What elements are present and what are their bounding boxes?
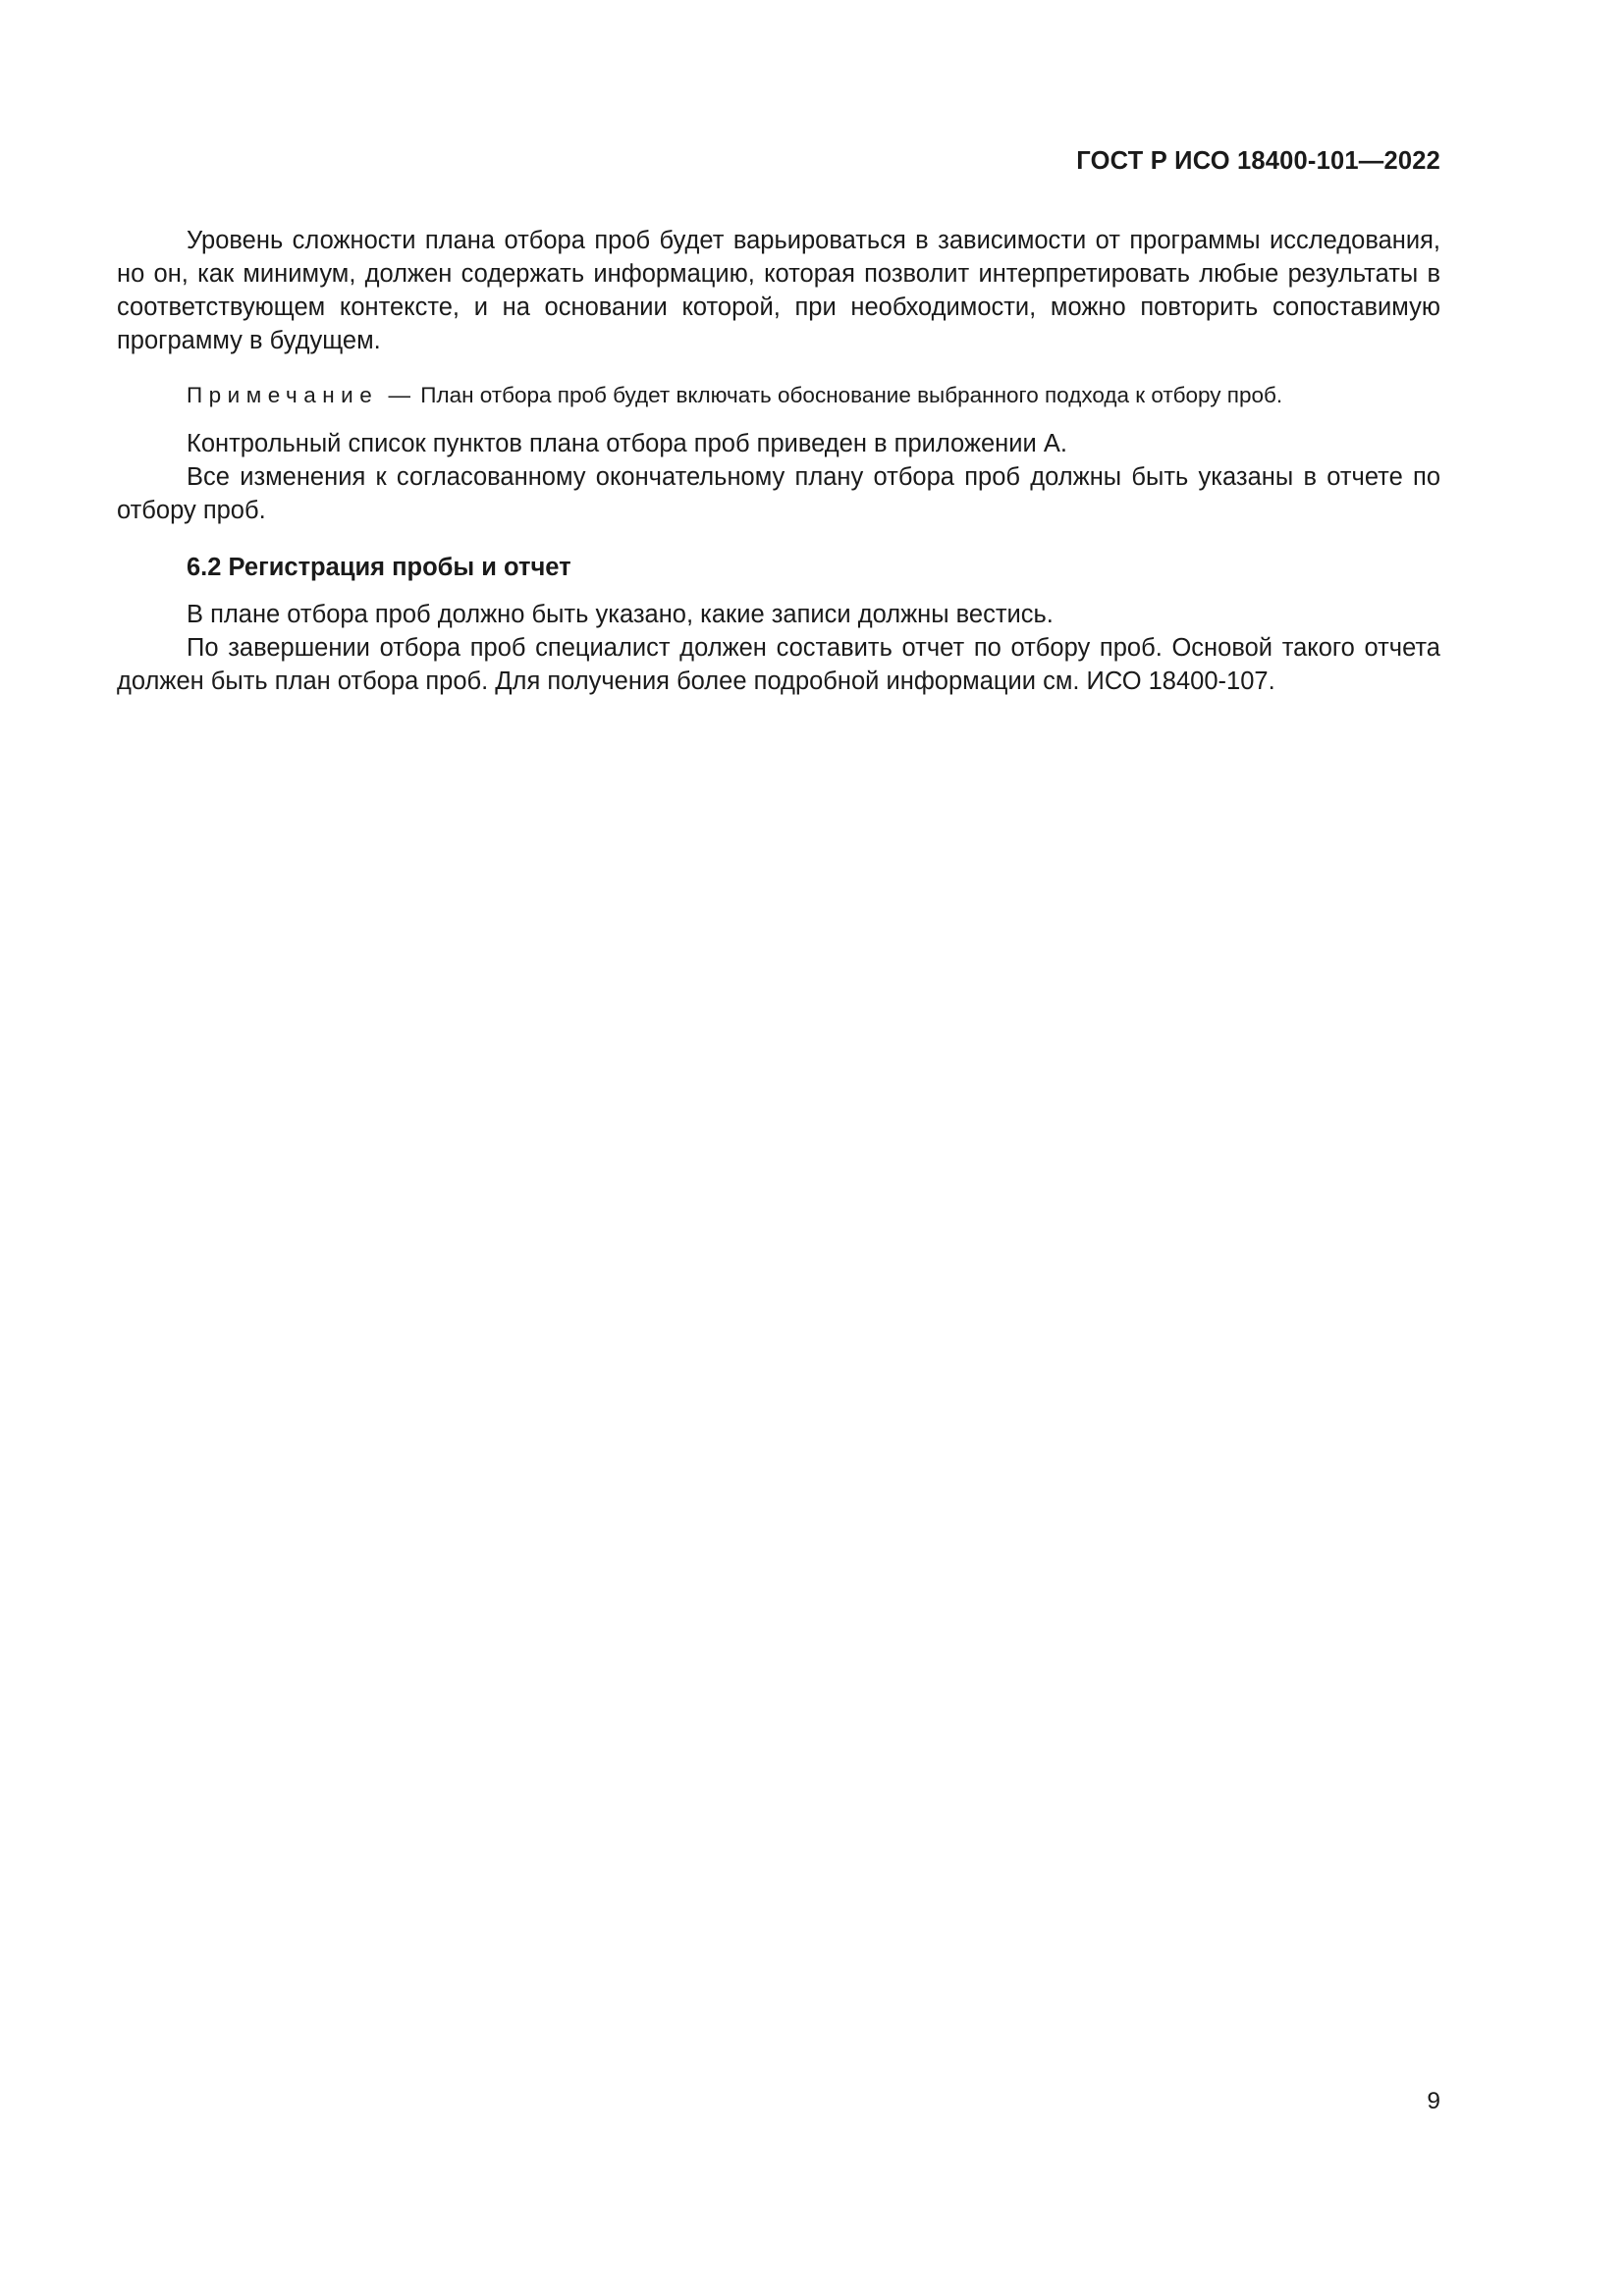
paragraph-report: По завершении отбора проб специалист должен составить отчет по отбору проб. Основой такого отчета должен быть план отбора проб. Для получения более подробной информации см. ИСО 18400-107. <box>117 634 1440 695</box>
paragraph-records: В плане отбора проб должно быть указано, какие записи должны вестись. <box>187 601 1054 628</box>
note-separator: — <box>388 383 410 407</box>
paragraph-checklist: Контрольный список пунктов плана отбора проб приведен в приложении А. <box>187 430 1067 457</box>
page-content <box>117 224 1440 698</box>
page-number: 9 <box>1427 2088 1440 2114</box>
document-code-header: ГОСТ Р ИСО 18400-101—2022 <box>1076 147 1440 175</box>
note-label: Примечание <box>187 383 379 407</box>
paragraph-plan-complexity: Уровень сложности плана отбора проб будет варьироваться в зависимости от программы исследования, но он, как минимум, должен содержать информацию, которая позволит интерпретировать любые результаты в соответствующем контексте, и на основании которой, при необходимости, можно повторить сопоставимую программу в будущем. <box>117 227 1440 354</box>
section-heading-6-2: 6.2 Регистрация пробы и отчет <box>187 554 571 581</box>
paragraph-changes: Все изменения к согласованному окончательному плану отбора проб должны быть указаны в отчете по отбору проб. <box>117 463 1440 524</box>
note-text: План отбора проб будет включать обоснование выбранного подхода к отбору проб. <box>420 383 1283 407</box>
note <box>117 381 1440 410</box>
